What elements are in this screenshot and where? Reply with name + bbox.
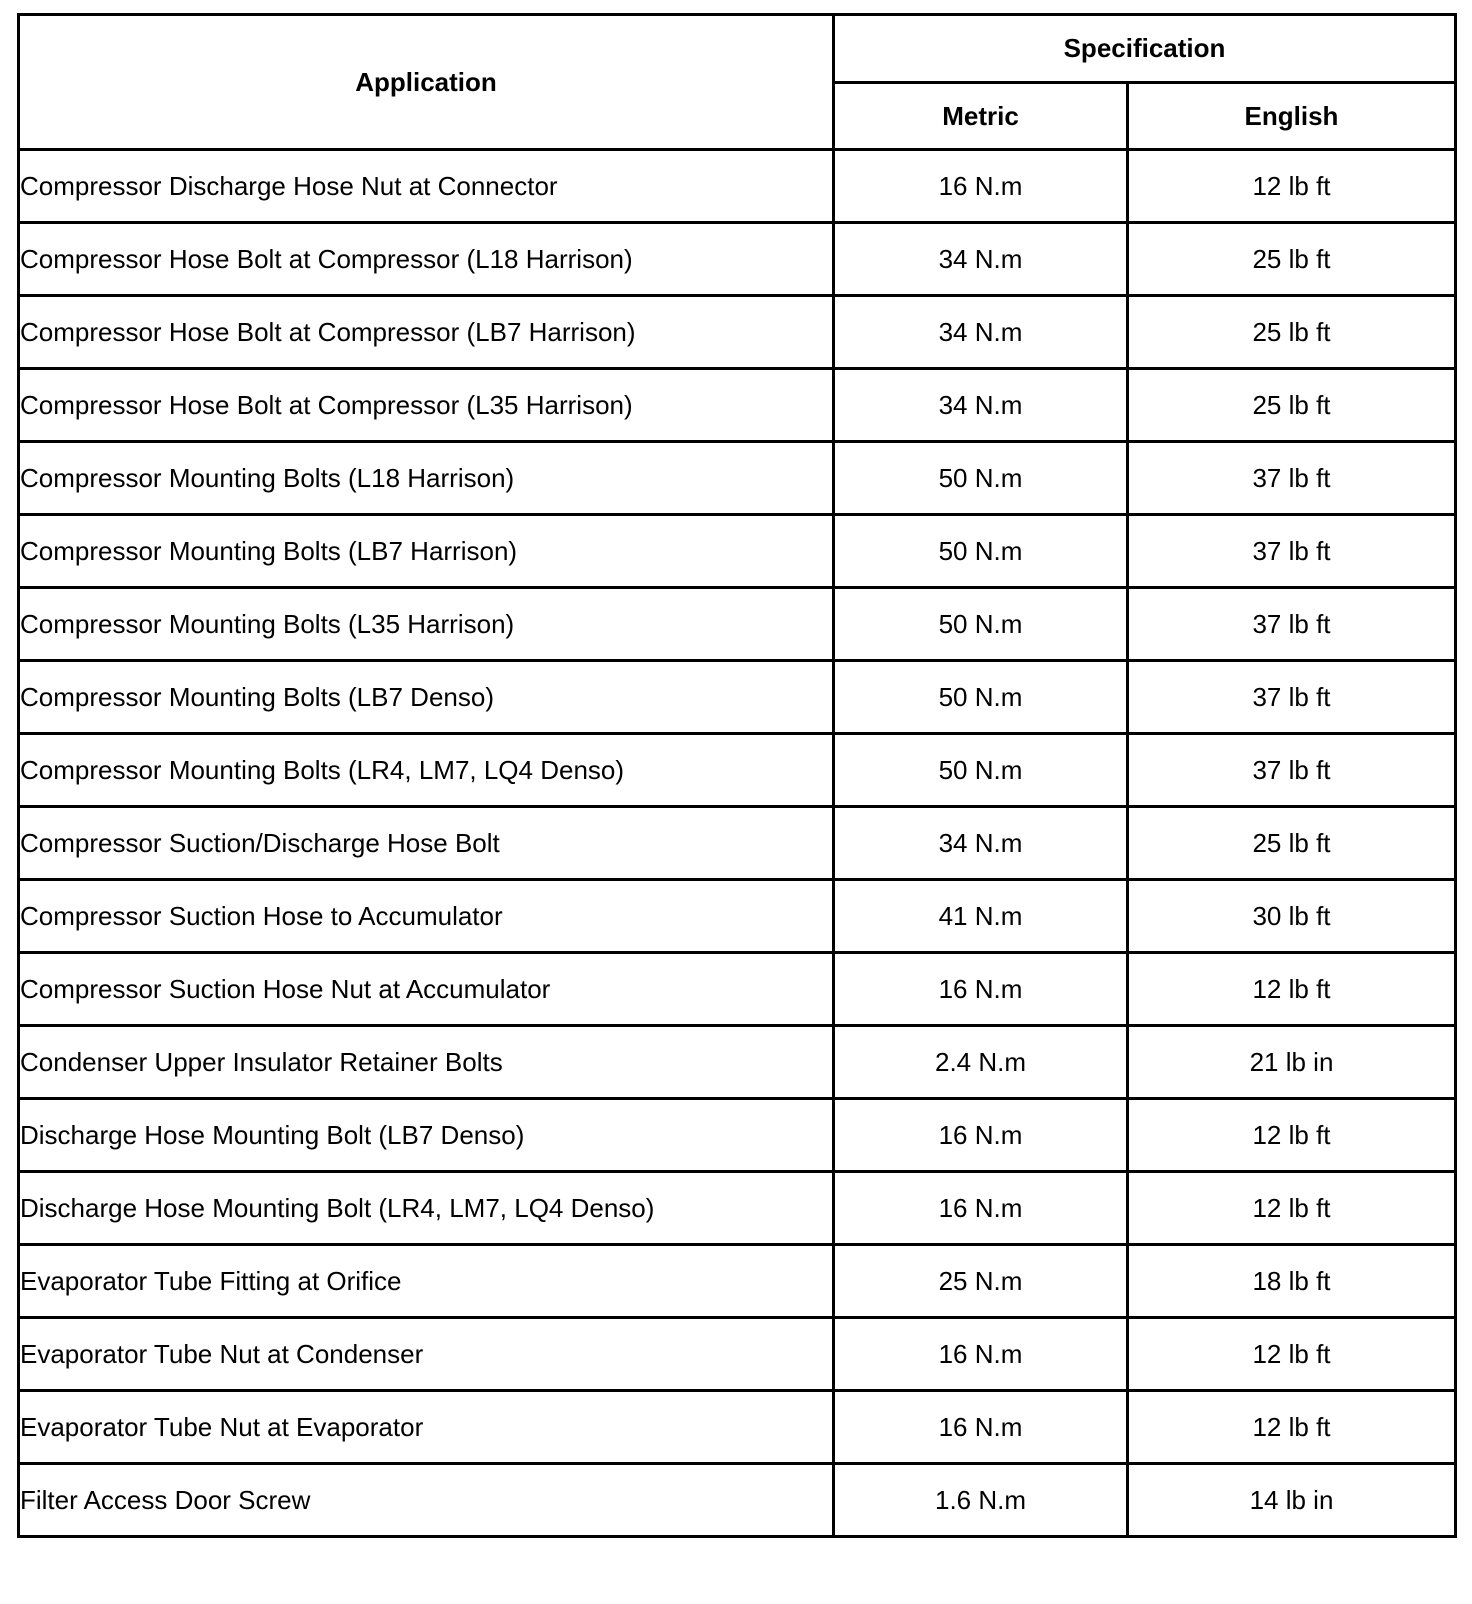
table-row — [19, 1099, 1456, 1172]
table-row — [19, 150, 1456, 223]
english-cell: 12 lb ft — [1128, 1391, 1456, 1464]
english-cell: 12 lb ft — [1128, 1318, 1456, 1391]
metric-cell: 16 N.m — [834, 953, 1128, 1026]
application-cell: Compressor Mounting Bolts (LR4, LM7, LQ4 Denso) — [19, 734, 834, 807]
table-body — [19, 150, 1456, 1537]
english-cell: 18 lb ft — [1128, 1245, 1456, 1318]
english-cell: 37 lb ft — [1128, 734, 1456, 807]
application-cell: Discharge Hose Mounting Bolt (LR4, LM7, LQ4 Denso) — [19, 1172, 834, 1245]
table-row — [19, 734, 1456, 807]
table-row — [19, 442, 1456, 515]
application-cell: Evaporator Tube Fitting at Orifice — [19, 1245, 834, 1318]
metric-cell: 2.4 N.m — [834, 1026, 1128, 1099]
application-cell: Compressor Mounting Bolts (LB7 Denso) — [19, 661, 834, 734]
english-cell: 21 lb in — [1128, 1026, 1456, 1099]
table-row — [19, 369, 1456, 442]
table-row — [19, 515, 1456, 588]
table-row — [19, 953, 1456, 1026]
english-cell: 12 lb ft — [1128, 150, 1456, 223]
metric-cell: 41 N.m — [834, 880, 1128, 953]
english-cell: 25 lb ft — [1128, 807, 1456, 880]
english-cell: 25 lb ft — [1128, 223, 1456, 296]
english-cell: 12 lb ft — [1128, 953, 1456, 1026]
table-row — [19, 223, 1456, 296]
application-cell: Compressor Mounting Bolts (L35 Harrison) — [19, 588, 834, 661]
english-cell: 25 lb ft — [1128, 369, 1456, 442]
metric-cell: 34 N.m — [834, 296, 1128, 369]
table-row — [19, 880, 1456, 953]
metric-cell: 16 N.m — [834, 150, 1128, 223]
table-row — [19, 1318, 1456, 1391]
application-cell: Discharge Hose Mounting Bolt (LB7 Denso) — [19, 1099, 834, 1172]
metric-cell: 16 N.m — [834, 1099, 1128, 1172]
application-cell: Evaporator Tube Nut at Condenser — [19, 1318, 834, 1391]
table-row — [19, 1391, 1456, 1464]
metric-cell: 34 N.m — [834, 369, 1128, 442]
metric-cell: 34 N.m — [834, 223, 1128, 296]
header-application: Application — [19, 15, 834, 150]
metric-cell: 50 N.m — [834, 442, 1128, 515]
application-cell: Condenser Upper Insulator Retainer Bolts — [19, 1026, 834, 1099]
metric-cell: 34 N.m — [834, 807, 1128, 880]
table-row — [19, 1172, 1456, 1245]
english-cell: 37 lb ft — [1128, 442, 1456, 515]
application-cell: Compressor Hose Bolt at Compressor (L18 Harrison) — [19, 223, 834, 296]
english-cell: 37 lb ft — [1128, 588, 1456, 661]
metric-cell: 25 N.m — [834, 1245, 1128, 1318]
application-cell: Compressor Suction/Discharge Hose Bolt — [19, 807, 834, 880]
header-english: English — [1128, 83, 1456, 150]
english-cell: 14 lb in — [1128, 1464, 1456, 1537]
application-cell: Compressor Mounting Bolts (L18 Harrison) — [19, 442, 834, 515]
table-row — [19, 296, 1456, 369]
metric-cell: 50 N.m — [834, 661, 1128, 734]
metric-cell: 1.6 N.m — [834, 1464, 1128, 1537]
header-specification: Specification — [834, 15, 1456, 83]
application-cell: Compressor Discharge Hose Nut at Connector — [19, 150, 834, 223]
torque-specification-table — [17, 13, 1457, 1538]
metric-cell: 50 N.m — [834, 515, 1128, 588]
application-cell: Compressor Suction Hose to Accumulator — [19, 880, 834, 953]
metric-cell: 16 N.m — [834, 1391, 1128, 1464]
table-row — [19, 807, 1456, 880]
header-metric: Metric — [834, 83, 1128, 150]
metric-cell: 50 N.m — [834, 588, 1128, 661]
application-cell: Evaporator Tube Nut at Evaporator — [19, 1391, 834, 1464]
english-cell: 37 lb ft — [1128, 515, 1456, 588]
table-row — [19, 1026, 1456, 1099]
application-cell: Compressor Hose Bolt at Compressor (LB7 Harrison) — [19, 296, 834, 369]
metric-cell: 16 N.m — [834, 1172, 1128, 1245]
application-cell: Filter Access Door Screw — [19, 1464, 834, 1537]
english-cell: 12 lb ft — [1128, 1172, 1456, 1245]
table-row — [19, 661, 1456, 734]
application-cell: Compressor Mounting Bolts (LB7 Harrison) — [19, 515, 834, 588]
metric-cell: 50 N.m — [834, 734, 1128, 807]
table-row — [19, 1245, 1456, 1318]
metric-cell: 16 N.m — [834, 1318, 1128, 1391]
english-cell: 37 lb ft — [1128, 661, 1456, 734]
application-cell: Compressor Suction Hose Nut at Accumulator — [19, 953, 834, 1026]
english-cell: 30 lb ft — [1128, 880, 1456, 953]
english-cell: 25 lb ft — [1128, 296, 1456, 369]
english-cell: 12 lb ft — [1128, 1099, 1456, 1172]
table-row — [19, 1464, 1456, 1537]
table-row — [19, 588, 1456, 661]
application-cell: Compressor Hose Bolt at Compressor (L35 Harrison) — [19, 369, 834, 442]
